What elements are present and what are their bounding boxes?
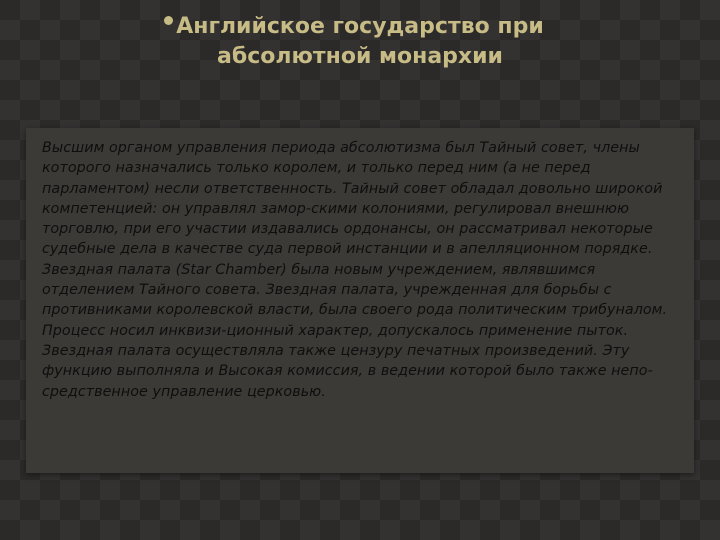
slide-title-line-2: абсолютной монархии: [217, 44, 503, 69]
slide-title-line-1: Английское государство при: [176, 14, 544, 39]
slide-title: [150, 12, 570, 72]
body-paragraph: Высшим органом управления периода абсолютизма был Тайный совет, члены которого назначались только королем, и только перед ним (а не перед парламентом) несли ответственность. Тайный совет обладал довольно широкой компетенцией: он управлял замор-скими колониями, регулировал внешнюю торговлю, при его участии издавались ордонансы, он рассматривал некоторые судебные дела в качестве суда первой инстанции и в апелляционном порядке. Звездная палата (Star Chamber) была новым учреждением, являвшимся отделением Тайного совета. Звездная палата, учрежденная для борьбы с противниками королевской власти, была своего рода политическим трибуналом. Процесс носил инквизи-ционный характер, допускалось применение пыток. Звездная палата осуществляла также цензуру печатных произведений. Эту функцию выполняла и Высокая комиссия, в ведении которой было также непо-средственное управление церковью.: [42, 140, 668, 400]
